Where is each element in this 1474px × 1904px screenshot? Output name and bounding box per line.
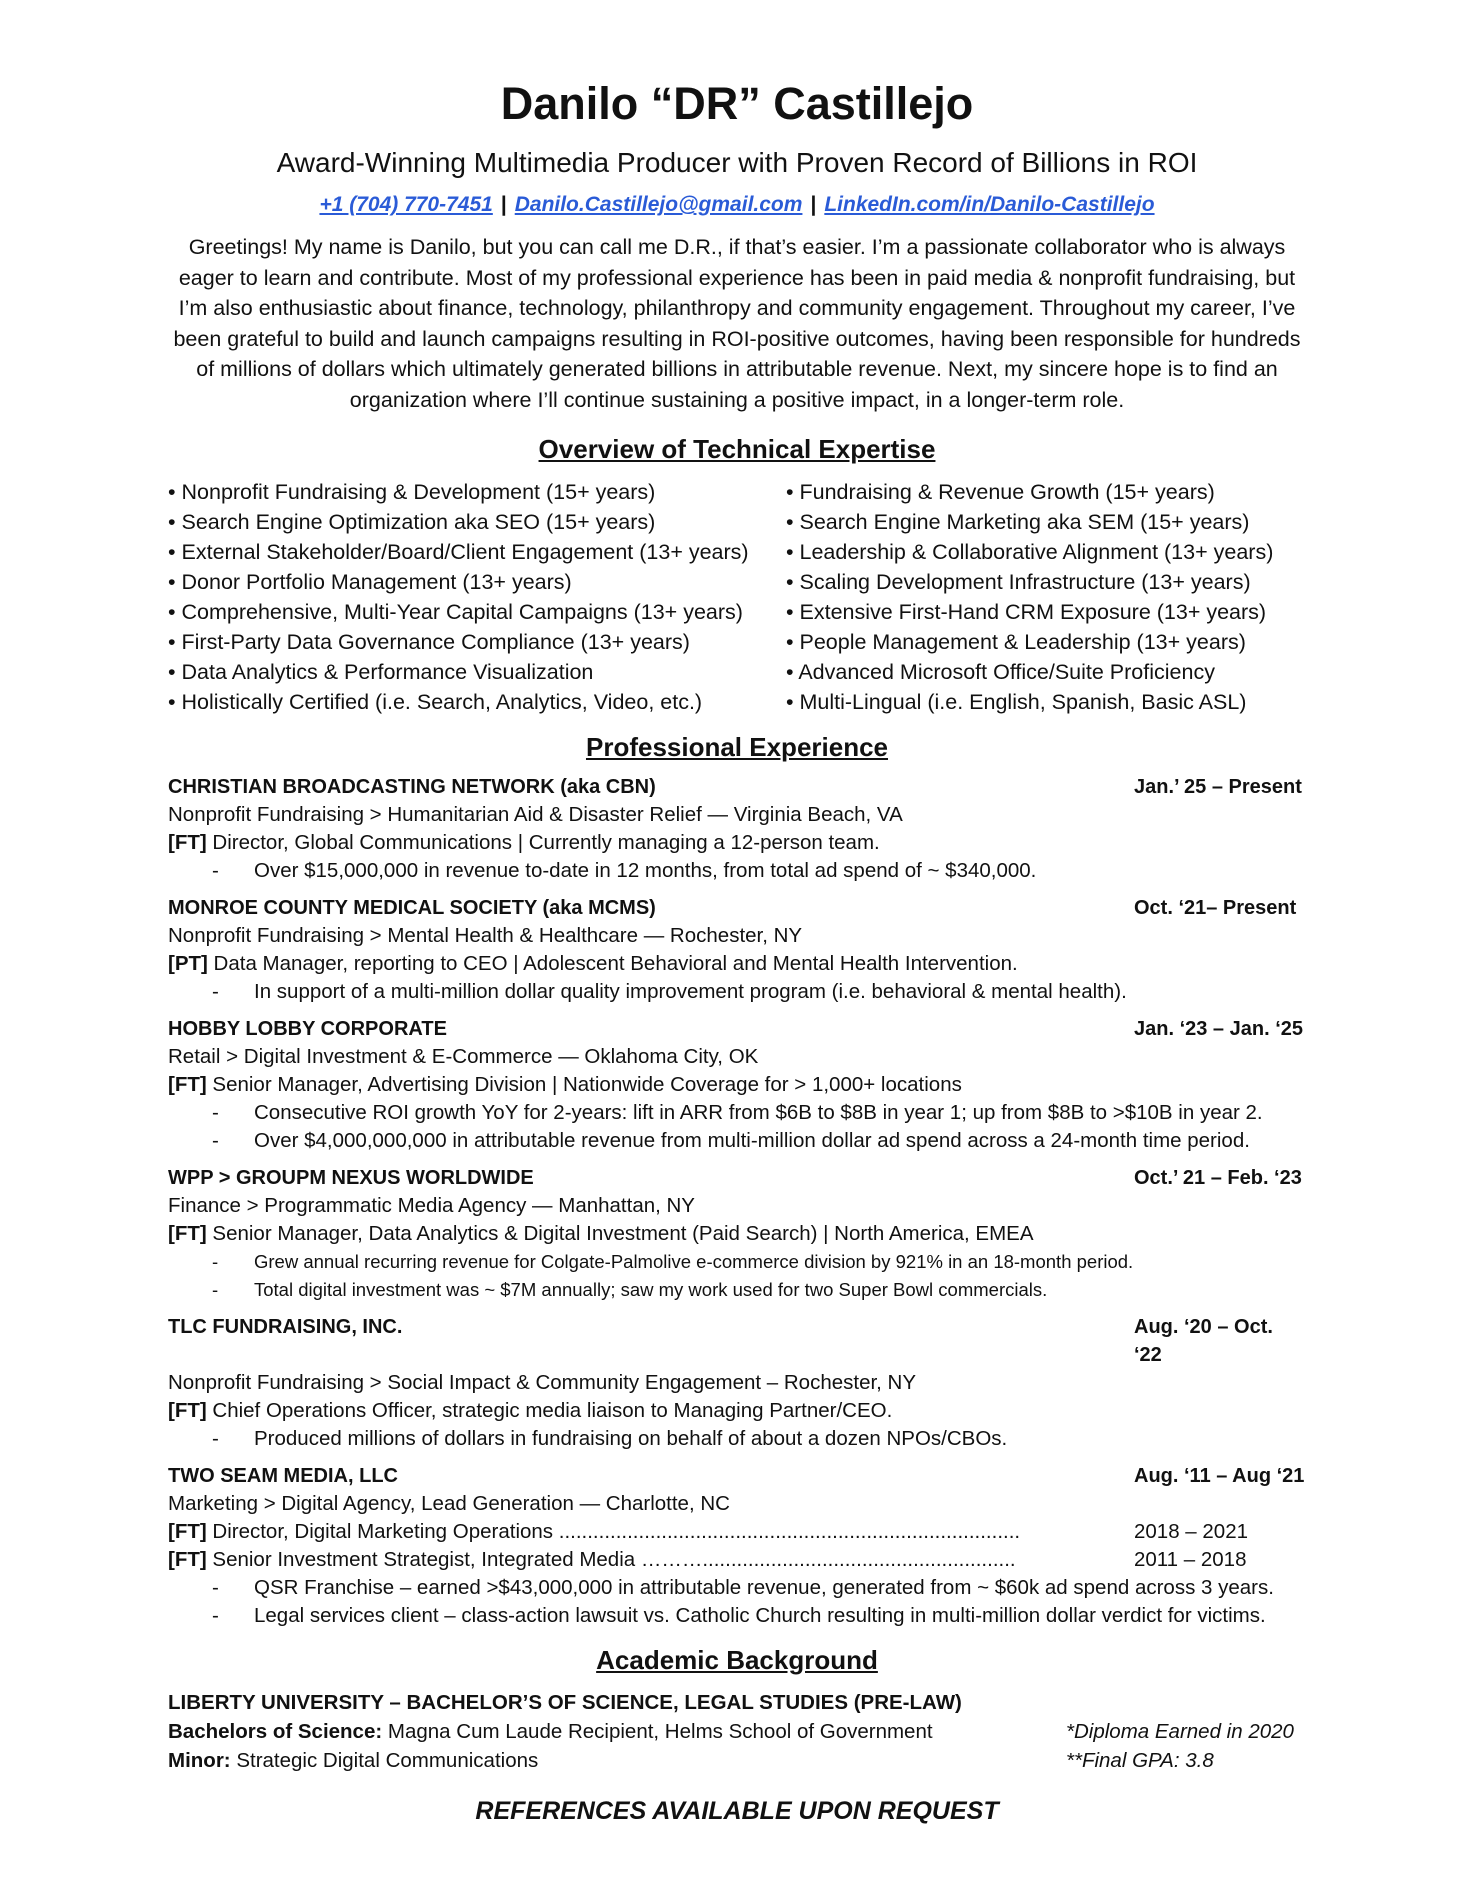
gpa-note: **Final GPA: 3.8: [1066, 1749, 1214, 1772]
job-bullet: [168, 1276, 1306, 1304]
role-text: Senior Manager, Advertising Division | Nationwide Coverage for > 1,000+ locations: [206, 1073, 962, 1096]
skill-item: • Data Analytics & Performance Visualization: [168, 660, 594, 684]
job-role: [168, 950, 1306, 978]
email-link[interactable]: Danilo.Castillejo@gmail.com: [514, 193, 803, 216]
company-name: TLC FUNDRAISING, INC.: [168, 1316, 403, 1338]
bullet-text: Over $4,000,000,000 in attributable revenue from multi-million dollar ad spend across a 24-month time period.: [254, 1129, 1250, 1152]
bullet-text: QSR Franchise – earned >$43,000,000 in attributable revenue, generated from ~ $60k ad spend across 3 years.: [254, 1576, 1274, 1599]
job-header: [168, 773, 1306, 801]
job-header: [168, 894, 1306, 922]
degree-row: [168, 1717, 1306, 1746]
skill-item: • Search Engine Optimization aka SEO (15+ years): [168, 510, 656, 534]
job-dates: Oct. ‘21– Present: [1134, 897, 1297, 919]
job-position: [168, 1518, 1306, 1546]
bullet-text: Over $15,000,000 in revenue to-date in 12 months, from total ad spend of ~ $340,000.: [254, 859, 1037, 882]
minor-text: Strategic Digital Communications: [230, 1749, 539, 1772]
skill-item: • Leadership & Collaborative Alignment (13+ years): [786, 540, 1274, 564]
job-entry: [168, 1164, 1306, 1304]
skills-section-title: Overview of Technical Expertise: [538, 434, 936, 464]
employment-type: [FT]: [168, 1548, 207, 1571]
employment-type: [FT]: [168, 1399, 207, 1422]
degree-label: Bachelors of Science:: [168, 1720, 383, 1743]
job-bullet: [168, 978, 1306, 1006]
school-name: LIBERTY UNIVERSITY – BACHELOR’S OF SCIENCE, LEGAL STUDIES (PRE-LAW): [168, 1691, 962, 1714]
position-years: 2011 – 2018: [1134, 1548, 1247, 1571]
skill-item: • Nonprofit Fundraising & Development (15+ years): [168, 480, 656, 504]
job-bullet: [168, 1099, 1306, 1127]
education-block: [168, 1688, 1306, 1775]
linkedin-link[interactable]: LinkedIn.com/in/Danilo-Castillejo: [824, 193, 1155, 216]
job-bullet: [168, 1248, 1306, 1276]
minor-label: Minor:: [168, 1749, 231, 1772]
bullet-text: In support of a multi-million dollar quality improvement program (i.e. behavioral & mental health).: [254, 980, 1127, 1003]
job-role: [168, 1220, 1306, 1248]
separator: |: [810, 193, 817, 216]
job-sector: Nonprofit Fundraising > Humanitarian Aid & Disaster Relief — Virginia Beach, VA: [168, 803, 903, 826]
skill-item: • Holistically Certified (i.e. Search, Analytics, Video, etc.): [168, 690, 703, 714]
skill-item: • People Management & Leadership (13+ years): [786, 630, 1246, 654]
skill-item: • Extensive First-Hand CRM Exposure (13+ years): [786, 600, 1267, 624]
job-sector: Nonprofit Fundraising > Social Impact & Community Engagement – Rochester, NY: [168, 1371, 917, 1394]
job-dates: Oct.’ 21 – Feb. ‘23: [1134, 1167, 1302, 1189]
role-text: Data Manager, reporting to CEO | Adolescent Behavioral and Mental Health Intervention.: [207, 952, 1018, 975]
job-header: [168, 1313, 1306, 1369]
skills-list: [168, 477, 1306, 717]
contact-line: [168, 192, 1306, 218]
job-sector: Retail > Digital Investment & E-Commerce — Oklahoma City, OK: [168, 1045, 759, 1068]
degree-text: Magna Cum Laude Recipient, Helms School of Government: [382, 1720, 933, 1743]
skill-item: • Advanced Microsoft Office/Suite Proficiency: [786, 660, 1215, 684]
separator: |: [500, 193, 507, 216]
dash: -: [212, 1279, 219, 1300]
skill-item: • Search Engine Marketing aka SEM (15+ years): [786, 510, 1250, 534]
job-header: [168, 1164, 1306, 1192]
bullet-text: Consecutive ROI growth YoY for 2-years: lift in ARR from $6B to $8B in year 1; up from $8B to >$10B in year 2.: [254, 1101, 1263, 1124]
job-bullet: [168, 1425, 1306, 1453]
job-dates: Jan. ‘23 – Jan. ‘25: [1134, 1018, 1303, 1040]
dash: -: [212, 1251, 219, 1272]
job-role: [168, 1397, 1306, 1425]
dash: -: [212, 859, 219, 882]
skill-item: • Multi-Lingual (i.e. English, Spanish, Basic ASL): [786, 690, 1247, 714]
skill-item: • Fundraising & Revenue Growth (15+ years): [786, 480, 1215, 504]
job-entry: [168, 1015, 1306, 1155]
company-name: CHRISTIAN BROADCASTING NETWORK (aka CBN): [168, 776, 656, 798]
company-name: MONROE COUNTY MEDICAL SOCIETY (aka MCMS): [168, 897, 656, 919]
job-entry: [168, 1313, 1306, 1453]
job-dates: Jan.’ 25 – Present: [1134, 776, 1302, 798]
references-note: REFERENCES AVAILABLE UPON REQUEST: [475, 1797, 999, 1825]
employment-type: [FT]: [168, 831, 207, 854]
dash: -: [212, 1576, 219, 1599]
company-name: HOBBY LOBBY CORPORATE: [168, 1018, 447, 1040]
minor-row: [168, 1746, 1306, 1775]
bullet-text: Grew annual recurring revenue for Colgate-Palmolive e-commerce division by 921% in an 18-month period.: [254, 1251, 1134, 1272]
skill-item: • Comprehensive, Multi-Year Capital Campaigns (13+ years): [168, 600, 743, 624]
job-entry: [168, 773, 1306, 885]
dash: -: [212, 1129, 219, 1152]
skill-item: • First-Party Data Governance Compliance (13+ years): [168, 630, 690, 654]
phone-link[interactable]: +1 (704) 770-7451: [319, 193, 493, 216]
job-bullet: [168, 1574, 1306, 1602]
employment-type: [FT]: [168, 1073, 207, 1096]
job-role: [168, 829, 1306, 857]
role-text: Director, Global Communications | Currently managing a 12-person team.: [206, 831, 880, 854]
dash: -: [212, 1427, 219, 1450]
role-text: Senior Manager, Data Analytics & Digital Investment (Paid Search) | North America, EMEA: [206, 1222, 1034, 1245]
candidate-name: Danilo “DR” Castillejo: [500, 78, 974, 129]
position-years: 2018 – 2021: [1134, 1520, 1249, 1543]
job-sector: Finance > Programmatic Media Agency — Manhattan, NY: [168, 1194, 695, 1217]
job-entry: [168, 1462, 1306, 1630]
employment-type: [FT]: [168, 1520, 207, 1543]
dash: -: [212, 980, 219, 1003]
headline: Award-Winning Multimedia Producer with Proven Record of Billions in ROI: [276, 147, 1198, 178]
company-name: WPP > GROUPM NEXUS WORLDWIDE: [168, 1167, 534, 1189]
education-section-title: Academic Background: [596, 1645, 878, 1675]
degree-note: *Diploma Earned in 2020: [1066, 1720, 1294, 1743]
job-role: [168, 1071, 1306, 1099]
skills-left-column: [168, 477, 786, 717]
skill-item: • Scaling Development Infrastructure (13+ years): [786, 570, 1251, 594]
employment-type: [FT]: [168, 1222, 207, 1245]
role-text: Chief Operations Officer, strategic media liaison to Managing Partner/CEO.: [206, 1399, 893, 1422]
experience-section-title: Professional Experience: [585, 732, 889, 762]
skill-item: • External Stakeholder/Board/Client Engagement (13+ years): [168, 540, 749, 564]
dash: -: [212, 1101, 219, 1124]
employment-type: [PT]: [168, 952, 208, 975]
job-header: [168, 1015, 1306, 1043]
dash: -: [212, 1604, 219, 1627]
job-bullet: [168, 857, 1306, 885]
company-name: TWO SEAM MEDIA, LLC: [168, 1465, 398, 1487]
bullet-text: Produced millions of dollars in fundraising on behalf of about a dozen NPOs/CBOs.: [254, 1427, 1008, 1450]
intro-paragraph: Greetings! My name is Danilo, but you can call me D.R., if that’s easier. I’m a passionate collaborator who is always eager to learn and contribute. Most of my professional experience has been in paid media & nonprofit fundraising, but I’m also enthusiastic about finance, technology, philanthropy and community engagement. Throughout my career, I’ve been grateful to build and launch campaigns resulting in ROI-positive outcomes, having been responsible for hundreds of millions of dollars which ultimately generated billions in attributable revenue. Next, my sincere hope is to find an organization where I’ll continue sustaining a positive impact, in a longer-term role.: [173, 235, 1301, 412]
role-text: Senior Investment Strategist, Integrated Media ……….......................................................: [206, 1548, 1016, 1571]
skill-item: • Donor Portfolio Management (13+ years): [168, 570, 572, 594]
job-bullet: [168, 1127, 1306, 1155]
job-sector: Marketing > Digital Agency, Lead Generation — Charlotte, NC: [168, 1492, 730, 1515]
job-bullet: [168, 1602, 1306, 1630]
bullet-text: Legal services client – class-action lawsuit vs. Catholic Church resulting in multi-million dollar verdict for victims.: [254, 1604, 1266, 1627]
job-entry: [168, 894, 1306, 1006]
job-header: [168, 1462, 1306, 1490]
skills-right-column: [786, 477, 1306, 717]
role-text: Director, Digital Marketing Operations .................................................................................: [206, 1520, 1021, 1543]
job-position: [168, 1546, 1306, 1574]
job-dates: Aug. ‘20 – Oct. ‘22: [1134, 1316, 1273, 1366]
job-dates: Aug. ‘11 – Aug ‘21: [1134, 1465, 1305, 1487]
bullet-text: Total digital investment was ~ $7M annually; saw my work used for two Super Bowl commercials.: [254, 1279, 1048, 1300]
job-sector: Nonprofit Fundraising > Mental Health & Healthcare — Rochester, NY: [168, 924, 803, 947]
